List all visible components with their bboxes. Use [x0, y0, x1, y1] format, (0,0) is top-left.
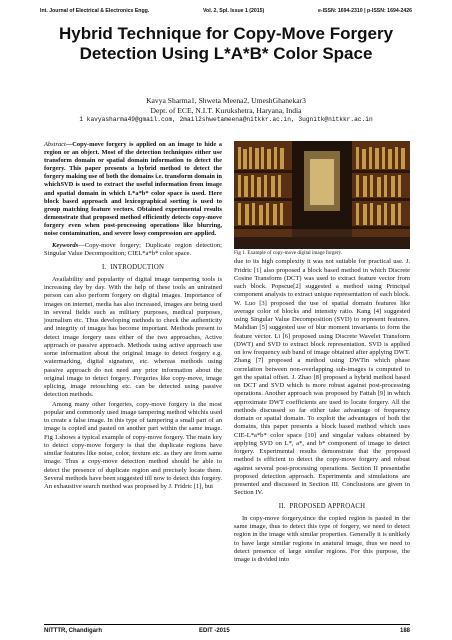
right-column [234, 141, 410, 565]
abstract [44, 141, 222, 238]
author-emails: 1 kavyasharma49@gmail.com, 2mail2shwetameena@nitkkr.ac.in, 3ugnitk@nitkkr.ac.in [79, 116, 373, 123]
journal-volume: Vol. 2, Spl. Issue 1 (2015) [202, 8, 265, 14]
paper-title-line-1: Hybrid Technique for Copy-Move Forgery [58, 24, 394, 43]
keywords [44, 242, 222, 259]
paper-title-line-2: Detection Using L*A*B* Color Space [79, 44, 373, 63]
section-heading-proposed-approach: II. PROPOSED APPROACH [278, 502, 366, 510]
author-names: Kavya Sharma1, Shweta Meena2, UmeshGhanekar3 [146, 96, 306, 105]
library-bookshelf-image [234, 141, 410, 249]
abstract-lead: Abstract [44, 141, 66, 148]
page-number: 188 [399, 628, 410, 634]
author-department: Dept. of ECE, N.I.T. Kurukshetra, Haryana, India [150, 105, 302, 115]
keywords-text: —Copy-move forgery; Duplicate region detection; Singular Value Decomposition; CIEL*a*b* color space. [44, 242, 222, 258]
footer-institute: NITTTR, Chandigarh [44, 628, 102, 634]
figure-caption: Fig 1. Example of copy-move digital image forgery. [234, 250, 343, 256]
journal-issn: e-ISSN: 1694-2310 | p-ISSN: 1694-2426 [317, 8, 412, 14]
right-paragraph-1: due to its high complexity it was not suitable for practical use. J. Fridric [1] also proposed a block based method in which Discrete Cosine Transform (DCT) was used to extract feature vector from each block. Popscue[2] suggested a method using Principal component analysis to extract unique representation of each block. W. Luo [3] proposed the use of spatial domain features like average color of blocks and intensity ratio. Kang [4] suggested using Singular Value Decomposition (SVD) to represent features. Mahdian [5] suggested use of blur moment invariants to form the feature vector. Li [6] proposed using Discrete Wavelet Transform (DWT) and SVD to extract block representation. SVD is applied on low frequency sub band of image obtained after applying DWT. Zhang [7] proposed a method using DWTin which phase correlation between non-overlapping sub-images is computed to get the spatial offset. J. Zhao [8] proposed a hybrid method based on DCT and SVD which is more robust against post-processing operations. Another approach was proposed by Fattah [9] in which approximate DWT coefficients are used to locate forgery. All the methods discussed so far either take advantage of frequency domain or spatial domain. To exploit the advantages of both the domains, this paper presents a block based method which uses CIE-L*a*b* color space [10] and singular values obtained by applying SVD on L*, a*, and b* component of image to detect forgery. Experimental results demonstrate that the proposed method is efficient to detect the copy-move forgery and robust against several post-processing operations. Section II presentsthe proposed detection approach. Experiments and simulations are presented and discussed in Section III. Conclusions are given in Section IV. [234, 258, 410, 497]
left-column [44, 141, 222, 492]
page-footer [44, 624, 410, 634]
journal-header [40, 8, 412, 14]
intro-paragraph-1: Availability and popularity of digital image tampering tools is increasing day by day. With the help of these tools an untrained person can also perform forgery on digital images. Importance of images on internet, media has also increased, images are being used in several fields such as military purposes, medical purposes, journalism etc. Thus developing methods to check the authenticity and integrity of images has become important. Methods present to detect image forgery uses either of the two approaches, Active approach or passive approach. Methods using active approach use some information about the original image to detect forgery e.g. watermarking, digital signature, etc. whereas methods using passive approach do not need any prior information about the original image to detect forgery. Forgeries like copy-move, image splicing, image retouching etc. can be detected using passive detection methods. [44, 275, 222, 399]
footer-edition: EDIT -2015 [199, 628, 230, 634]
author-block [40, 96, 412, 125]
abstract-text: —Copy-move forgery is applied on an image to hide a region or an object. Most of the detection techniques either use transform domain or spatial domain information to detect the forgery. This paper presents a hybrid method to detect the forgery making use of both the domains i.e. transform domain in whichSVD is used to extract the useful information from image and spatial domain in which L*a*b* color space is used. Here block based approach and lexicographical sorting is used to group matching feature vectors. Obtained experimental results demonstrate that proposed method efficiently detects copy-move forgery even when post-processing operations like blurring, noise contamination, and severe lossy compression are applied. [44, 141, 222, 238]
keywords-lead: Keywords [52, 242, 79, 250]
section-heading-introduction: I. INTRODUCTION [101, 263, 165, 271]
proposed-paragraph-1: In copy-move forgery,since the copied region is pasted in the same image, thus to detect this type of forgery, we need to detect region in the image with similar properties. Generally it is unlikely to have large similar regions in anatural image, thus we need to detect presence of large similar regions. For this purpose, the image is divided into [234, 514, 410, 563]
paper-title [40, 24, 412, 64]
journal-name: Int. Journal of Electrical & Electronics Engg. [40, 8, 150, 14]
figure-library-photo [234, 141, 410, 249]
intro-paragraph-2: Among many other forgeries, copy-move forgery is the most popular and commonly used image tampering method whichis used to create a false image. In this type of tampering a small part of an image is copied and pasted on another part within the same image. Fig 1.shows a typical example of copy-move forgery. The main key to detect copy-move forgery is that the duplicate regions have similar features like noise, color, texture etc. as they are from same image. Thus a copy-move detection method should be able to detect the presence of duplicate region and precisely locate them. Several methods have been suggested till now to detect this forgery. An exhaustive search method was proposed by J. Fridric [1], but [44, 400, 222, 491]
